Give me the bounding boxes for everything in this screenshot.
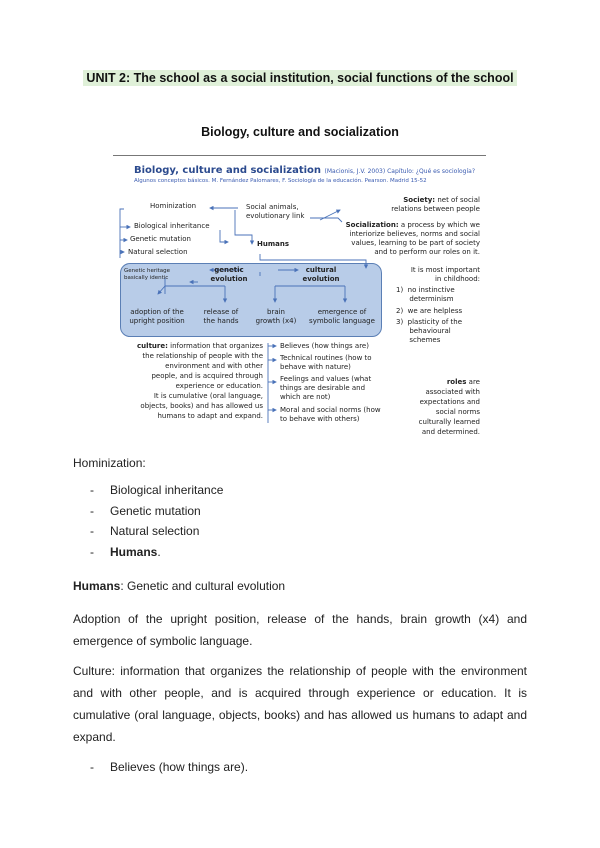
social-animals-node: Social animals, evolutionary link bbox=[246, 203, 305, 220]
childhood-importance: It is most important in childhood: bbox=[410, 266, 480, 283]
humans-line: Humans: Genetic and cultural evolution bbox=[73, 579, 286, 593]
genetic-mutation: Genetic mutation bbox=[130, 235, 191, 243]
symbolic-language-node: emergence of symbolic language bbox=[309, 308, 375, 325]
list-item: - Genetic mutation bbox=[90, 503, 201, 518]
unit-title: UNIT 2: The school as a social institution, social functions of the school bbox=[0, 71, 600, 85]
biological-inheritance: Biological inheritance bbox=[134, 222, 210, 230]
hominization-heading: Hominization: bbox=[73, 456, 146, 470]
concept-diagram bbox=[110, 160, 495, 438]
genetic-heritage-node: Genetic heritage basically identic bbox=[124, 268, 171, 281]
childhood-point-2: 2) we are helpless bbox=[396, 307, 463, 315]
childhood-point-3: 3) plasticity of the behavioural schemes bbox=[396, 318, 463, 344]
roles-definition: roles are associated with expectations and social norms culturally learned and determined. bbox=[418, 378, 480, 436]
humans-node: Humans bbox=[257, 240, 290, 248]
culture-definition: culture: information that organizes the relationship of people with the environment and with other people, and is acquired through experience or education. It is cumulative (oral language, objects, books) and has allowed us humans to adapt and expand. bbox=[137, 342, 263, 420]
hominization-list bbox=[90, 480, 223, 562]
brain-growth-node: brain growth (x4) bbox=[255, 308, 297, 325]
natural-selection: Natural selection bbox=[128, 248, 188, 256]
divider bbox=[113, 155, 486, 156]
section-subtitle: Biology, culture and socialization bbox=[201, 125, 399, 139]
upright-position-node: adoption of the upright position bbox=[129, 308, 185, 325]
release-hands-node: release of the hands bbox=[203, 308, 239, 325]
culture-technical-routines: Technical routines (how to behave with nature) bbox=[280, 354, 372, 371]
list-item: - Natural selection bbox=[90, 524, 200, 538]
cultural-evolution-node: cultural evolution bbox=[302, 266, 340, 283]
culture-feelings-values: Feelings and values (what things are desirable and which are not) bbox=[280, 375, 372, 401]
diagram-reference: Algunos conceptos básicos. M. Fernández Palomares, F. Sociología de la educación. Pearson. Madrid 15-52 bbox=[134, 178, 427, 184]
hominization-node: Hominization bbox=[150, 202, 197, 210]
paragraph-culture: Culture: information that organizes the relationship of people with the environment and with other people, and is acquired through experience or education. It is cumulative (oral language, objects, books) and has allowed us humans to adapt and expand. bbox=[73, 664, 527, 744]
culture-believes: Believes (how things are) bbox=[280, 342, 369, 350]
culture-moral-norms: Moral and social norms (how to behave with others) bbox=[280, 406, 381, 423]
diagram-title: Biology, culture and socialization (Macionis, J.V. 2003) Capítulo: ¿Qué es sociología? bbox=[134, 165, 476, 176]
childhood-point-1: 1) no instinctive determinism bbox=[396, 286, 455, 303]
genetic-evolution-node: genetic evolution bbox=[210, 266, 248, 283]
list-item-believes: - Believes (how things are). bbox=[90, 760, 249, 774]
society-definition: Society: net of social relations between people bbox=[391, 196, 480, 213]
list-item: - Biological inheritance bbox=[90, 483, 224, 497]
paragraph-adoption: Adoption of the upright position, release of the hands, brain growth (x4) and emergence of symbolic language. bbox=[73, 612, 527, 648]
list-item: - Humans. bbox=[90, 544, 161, 559]
socialization-definition: Socialization: a process by which we interiorize believes, norms and social values, learning to be part of society and to perform our roles on it. bbox=[345, 221, 480, 256]
